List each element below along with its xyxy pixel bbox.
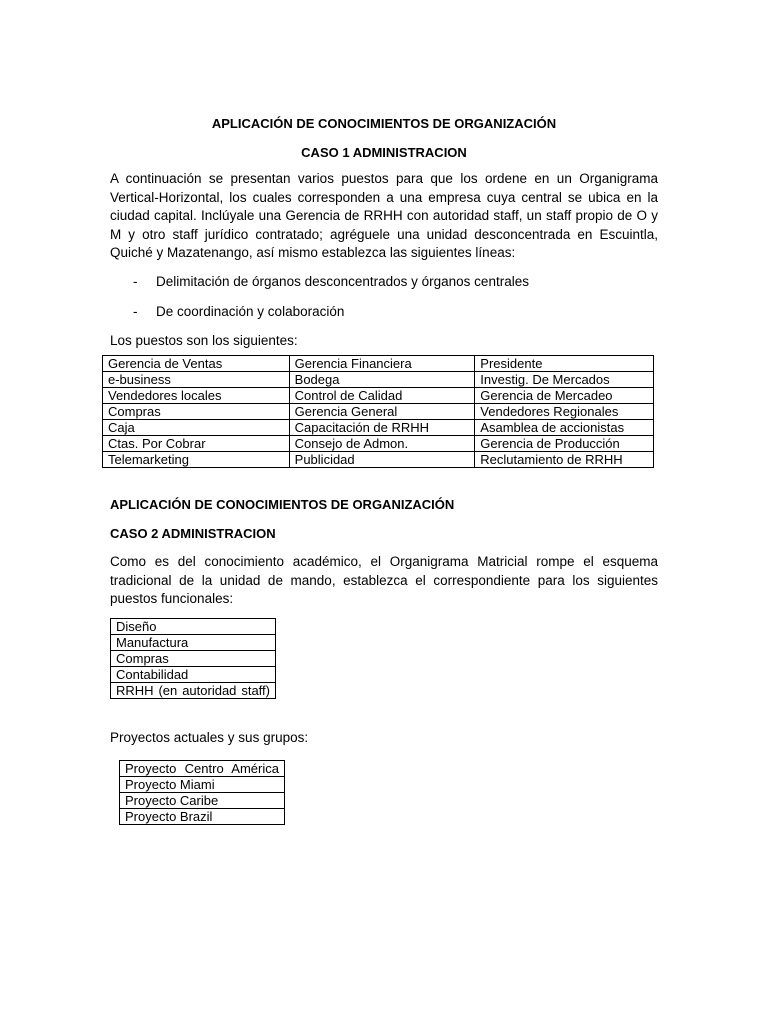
table-cell: RRHH (en autoridad staff) [111,682,276,698]
table-row [120,809,285,825]
case1-subheading: CASO 1 ADMINISTRACION [301,145,467,160]
table-cell: Gerencia General [289,404,475,420]
bullet-marker: - [133,273,138,289]
bullet-marker: - [133,303,138,319]
table-row [111,618,276,634]
table-row [120,777,285,793]
table-row [111,650,276,666]
table-cell: Capacitación de RRHH [289,420,475,436]
table-cell: Diseño [111,618,276,634]
table-cell: Gerencia Financiera [289,356,475,372]
table-cell: Vendedores Regionales [475,404,654,420]
case1-heading: APLICACIÓN DE CONOCIMIENTOS DE ORGANIZACIÓN [211,116,557,131]
table-cell: Control de Calidad [289,388,475,404]
table-cell: Reclutamiento de RRHH [475,452,654,468]
table-cell: Caja [103,420,290,436]
functional-table [110,618,276,699]
table-cell: Presidente [475,356,654,372]
table-cell: Telemarketing [103,452,290,468]
table-cell: Gerencia de Mercadeo [475,388,654,404]
table-cell: Proyecto Caribe [120,793,285,809]
case1-bullet-list [110,273,658,321]
projects-table [119,760,285,825]
table-row [103,388,654,404]
table-cell: Compras [103,404,290,420]
table-cell: Publicidad [289,452,475,468]
case2-projects-intro: Proyectos actuales y sus grupos: [110,729,309,745]
case2-intro: Como es del conocimiento académico, el Organigrama Matricial rompe el esquema tradicional de la unidad de mando, establezca el correspondiente para los siguientes puestos funcionales: [110,554,658,606]
table-cell: Manufactura [111,634,276,650]
table-cell: Bodega [289,372,475,388]
table-cell: Consejo de Admon. [289,436,475,452]
table-row [103,404,654,420]
table-cell: Vendedores locales [103,388,290,404]
table-row [120,761,285,777]
table-cell: Investig. De Mercados [475,372,654,388]
bullet-item [110,273,658,291]
table-cell: Proyecto Miami [120,777,285,793]
table-cell: Gerencia de Producción [475,436,654,452]
table-row [103,372,654,388]
document-page [110,116,658,825]
table-cell: Ctas. Por Cobrar [103,436,290,452]
positions-table [102,355,654,468]
table-cell: Proyecto Centro América [120,761,285,777]
table-row [120,793,285,809]
bullet-text: De coordinación y colaboración [156,303,345,319]
table-cell: Proyecto Brazil [120,809,285,825]
case1-intro: A continuación se presentan varios puestos para que los ordene en un Organigrama Vertical-Horizontal, los cuales corresponden a una empresa cuya central se ubica en la ciudad capital. Inclúyale una Gerencia de RRHH con autoridad staff, un staff propio de O y M y otro staff jurídico contratado; agréguele una unidad desconcentrada en Escuintla, Quiché y Mazatenango, así mismo establezca las siguientes líneas: [110,171,658,260]
table-row [111,634,276,650]
table-cell: Gerencia de Ventas [103,356,290,372]
table-row [103,452,654,468]
table-row [103,356,654,372]
table-row [103,420,654,436]
table-cell: Compras [111,650,276,666]
bullet-text: Delimitación de órganos desconcentrados y órganos centrales [156,273,529,289]
table-row [103,436,654,452]
table-cell: Asamblea de accionistas [475,420,654,436]
table-row [111,682,276,698]
table-cell: e-business [103,372,290,388]
case1-list-intro: Los puestos son los siguientes: [110,332,298,348]
table-row [111,666,276,682]
case2-heading: APLICACIÓN DE CONOCIMIENTOS DE ORGANIZACIÓN [110,497,455,512]
bullet-item [110,303,658,321]
case2-subheading: CASO 2 ADMINISTRACION [110,526,276,541]
table-cell: Contabilidad [111,666,276,682]
